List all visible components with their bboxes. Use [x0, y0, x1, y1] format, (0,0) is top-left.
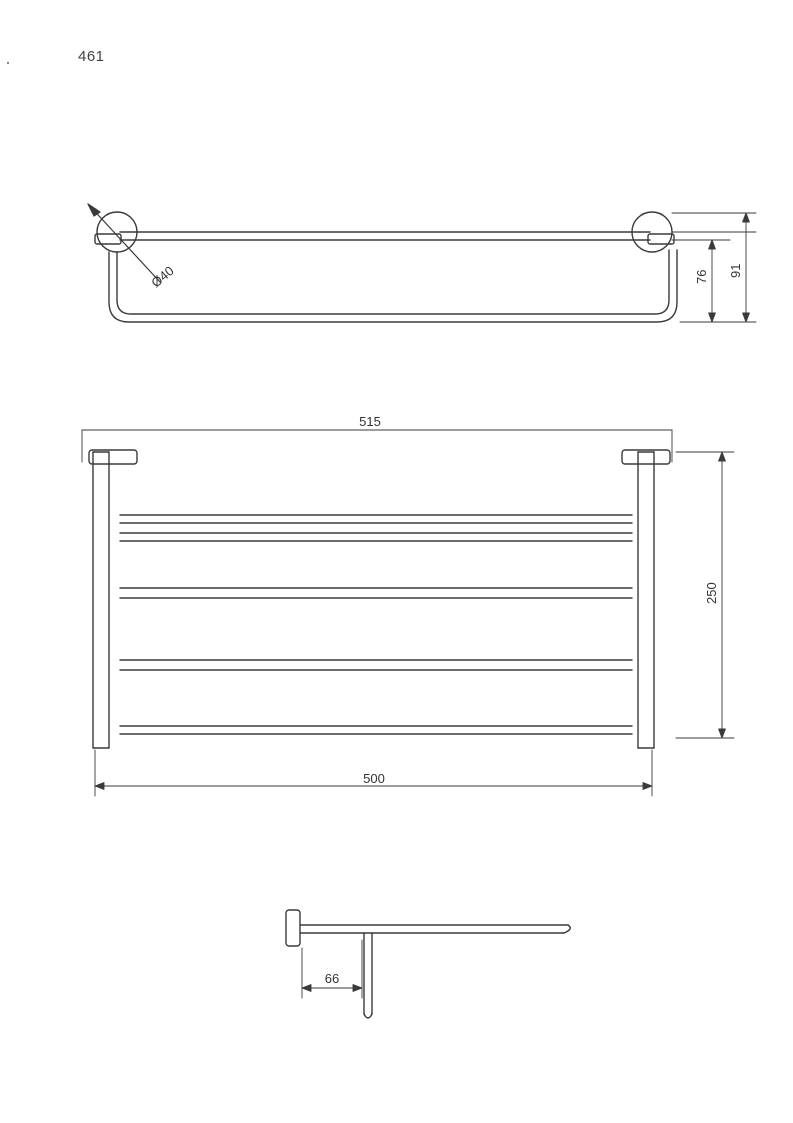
front-view-dimensions — [82, 430, 734, 796]
dimension-projection: 66 — [324, 971, 340, 986]
diameter-leader — [88, 204, 160, 282]
top-view-dimensions — [672, 213, 756, 322]
front-view-geometry — [89, 450, 670, 748]
dimension-depth-outer: 91 — [728, 263, 743, 278]
dimension-diameter-flange: Ø40 — [148, 263, 177, 291]
dimension-width-centers: 500 — [363, 771, 385, 786]
dimension-depth-inner: 76 — [694, 269, 709, 284]
side-view-geometry — [286, 910, 570, 1018]
dimension-height-overall: 250 — [704, 582, 719, 604]
top-view-geometry — [95, 212, 677, 322]
side-view-dimensions — [302, 940, 362, 998]
dimension-width-overall: 515 — [359, 414, 381, 429]
page-number: 461 — [78, 48, 105, 65]
